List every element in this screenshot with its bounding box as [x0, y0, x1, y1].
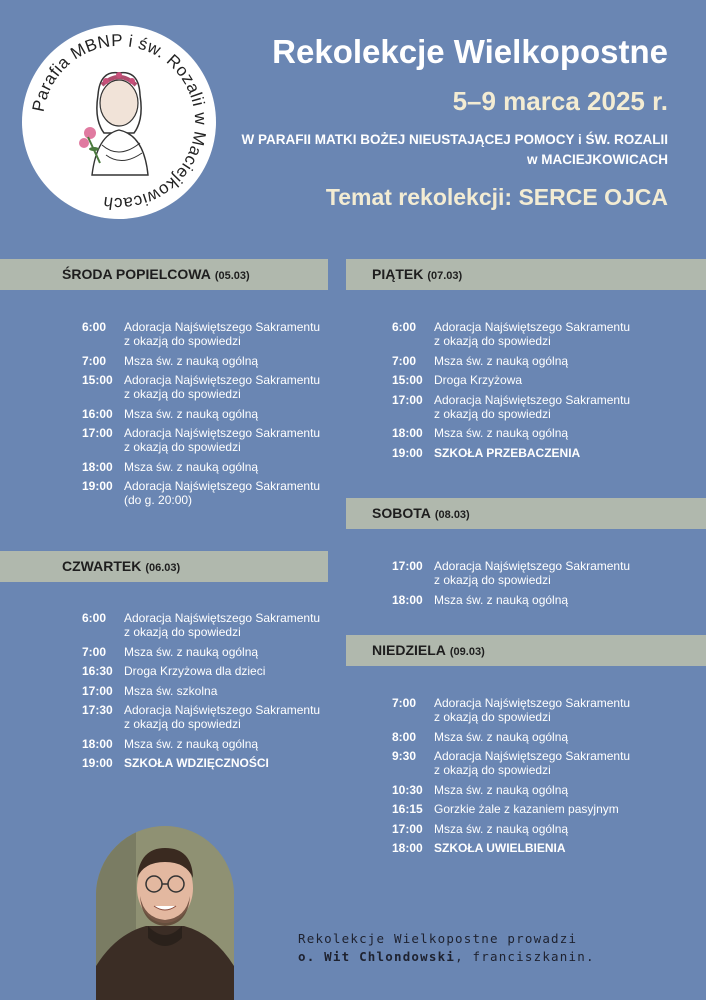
schedule-entry — [82, 479, 332, 507]
entry-time: 6:00 — [82, 320, 107, 334]
entry-description — [124, 373, 332, 401]
day-header-sobota — [346, 498, 706, 529]
schedule-entry — [392, 749, 672, 777]
day-name: SOBOTA — [372, 505, 431, 521]
entry-line-2: z okazją do spowiedzi — [124, 717, 241, 731]
schedule-sobota — [392, 559, 672, 612]
schedule-entry — [392, 426, 672, 440]
day-name: CZWARTEK — [62, 558, 142, 574]
entry-time: 17:00 — [82, 683, 113, 698]
entry-description — [434, 320, 672, 348]
priest-photo — [96, 826, 234, 1000]
entry-description — [434, 783, 672, 797]
schedule-entry — [392, 696, 672, 724]
entry-description — [434, 373, 672, 387]
entry-time: 7:00 — [82, 644, 107, 659]
entry-line-1: Adoracja Najświętszego Sakramentu — [124, 320, 321, 334]
day-date: (05.03) — [214, 270, 250, 282]
entry-line-1: Msza św. z nauką ogólną — [124, 644, 259, 659]
entry-description — [434, 696, 672, 724]
entry-line-2: z okazją do spowiedzi — [434, 406, 551, 421]
footer-line-2 — [298, 948, 595, 966]
entry-line-1: Msza św. z nauką ogólną — [434, 821, 569, 836]
entry-time: 6:00 — [392, 320, 417, 334]
entry-description — [124, 664, 332, 678]
entry-time: 8:00 — [392, 729, 417, 744]
schedule-entry — [82, 426, 332, 454]
day-header-niedziela — [346, 635, 706, 666]
entry-line-1: Msza św. z nauką ogólną — [434, 729, 569, 744]
entry-time: 7:00 — [392, 353, 417, 368]
entry-description — [124, 426, 332, 454]
entry-time: 18:00 — [392, 592, 423, 607]
entry-description — [124, 684, 332, 698]
entry-description — [124, 479, 332, 507]
schedule-entry — [82, 684, 332, 698]
footer-text — [298, 930, 595, 966]
entry-line-2: z okazją do spowiedzi — [124, 387, 241, 401]
entry-description — [124, 611, 332, 639]
entry-time: 16:00 — [82, 406, 113, 421]
entry-description — [434, 802, 672, 816]
entry-time: 10:30 — [392, 782, 423, 797]
day-name: ŚRODA POPIELCOWA — [62, 266, 211, 282]
entry-time: 15:00 — [82, 373, 113, 387]
event-dates: 5–9 marca 2025 r. — [452, 86, 668, 116]
entry-time: 18:00 — [392, 426, 423, 440]
entry-line-2: z okazją do spowiedzi — [434, 763, 551, 777]
entry-description — [434, 426, 672, 440]
day-date: (09.03) — [449, 646, 485, 658]
page-title: Rekolekcje Wielkopostne — [272, 33, 668, 70]
entry-time: 7:00 — [82, 353, 107, 368]
entry-time: 19:00 — [82, 756, 113, 770]
schedule-niedziela — [392, 696, 672, 861]
entry-description — [124, 703, 332, 731]
schedule-sroda — [82, 320, 332, 513]
entry-line-1: Adoracja Najświętszego Sakramentu — [124, 611, 321, 625]
entry-line-1: Msza św. z nauką ogólną — [434, 353, 569, 368]
entry-line-1: Adoracja Najświętszego Sakramentu — [434, 696, 631, 710]
entry-description — [434, 446, 672, 460]
day-date: (08.03) — [434, 509, 470, 521]
entry-line-1: SZKOŁA UWIELBIENIA — [434, 841, 566, 855]
entry-time: 18:00 — [82, 736, 113, 751]
entry-line-2: z okazją do spowiedzi — [124, 440, 241, 454]
entry-description — [434, 822, 672, 836]
entry-line-1: SZKOŁA PRZEBACZENIA — [434, 445, 581, 460]
entry-line-1: Msza św. z nauką ogólną — [434, 592, 569, 607]
entry-time: 17:00 — [82, 426, 113, 440]
entry-description — [124, 460, 332, 474]
entry-description — [124, 645, 332, 659]
schedule-entry — [82, 354, 332, 368]
entry-time: 15:00 — [392, 373, 423, 387]
day-name: NIEDZIELA — [372, 642, 446, 658]
entry-description — [434, 841, 672, 855]
saint-figure-icon — [79, 72, 148, 175]
entry-description — [434, 393, 672, 421]
entry-line-2: z okazją do spowiedzi — [124, 625, 241, 639]
entry-line-1: Msza św. z nauką ogólną — [124, 353, 259, 368]
schedule-entry — [82, 611, 332, 639]
day-date: (06.03) — [145, 562, 181, 574]
schedule-entry — [82, 645, 332, 659]
entry-description — [124, 756, 332, 770]
schedule-entry — [392, 822, 672, 836]
schedule-entry — [82, 373, 332, 401]
leader-name: o. Wit Chlondowski — [298, 949, 456, 964]
entry-line-1: Adoracja Najświętszego Sakramentu — [124, 479, 321, 493]
entry-description — [434, 749, 672, 777]
entry-line-1: Adoracja Najświętszego Sakramentu — [434, 320, 631, 334]
entry-description — [434, 559, 672, 587]
schedule-entry — [82, 737, 332, 751]
schedule-entry — [392, 446, 672, 460]
footer-line-1: Rekolekcje Wielkopostne prowadzi — [298, 931, 578, 946]
schedule-entry — [82, 703, 332, 731]
parish-logo — [22, 25, 216, 219]
schedule-entry — [392, 593, 672, 607]
schedule-entry — [392, 783, 672, 797]
schedule-czwartek — [82, 611, 332, 776]
leader-suffix: , franciszkanin. — [455, 949, 595, 964]
entry-time: 7:00 — [392, 696, 417, 710]
day-date: (07.03) — [427, 270, 463, 282]
entry-line-1: Gorzkie żale z kazaniem pasyjnym — [434, 802, 619, 816]
schedule-entry — [392, 841, 672, 855]
entry-line-1: Msza św. z nauką ogólną — [124, 406, 259, 421]
entry-time: 19:00 — [392, 445, 423, 460]
entry-line-1: Adoracja Najświętszego Sakramentu — [124, 703, 321, 717]
day-header-czwartek — [0, 551, 328, 582]
entry-line-1: Adoracja Najświętszego Sakramentu — [434, 392, 631, 407]
entry-line-2: z okazją do spowiedzi — [434, 334, 551, 348]
entry-time: 17:00 — [392, 392, 423, 407]
schedule-entry — [392, 730, 672, 744]
logo-ring-text: Parafia MBNP i św. Rozalii w Maciejkowicach — [28, 30, 211, 214]
parish-line-1: W PARAFII MATKI BOŻEJ NIEUSTAJĄCEJ POMOCY i ŚW. ROZALII — [241, 132, 668, 147]
entry-time: 18:00 — [82, 459, 113, 474]
parish-line-2: w MACIEJKOWICACH — [527, 152, 668, 167]
entry-description — [434, 354, 672, 368]
day-header-sroda — [0, 259, 328, 290]
schedule-entry — [392, 393, 672, 421]
entry-description — [434, 730, 672, 744]
entry-description — [124, 737, 332, 751]
parish-name — [200, 130, 668, 170]
day-name: PIĄTEK — [372, 266, 424, 282]
schedule-entry — [82, 460, 332, 474]
entry-description — [124, 320, 332, 348]
entry-line-1: Adoracja Najświętszego Sakramentu — [124, 426, 321, 440]
entry-line-1: Droga Krzyżowa dla dzieci — [124, 664, 266, 678]
entry-line-1: Droga Krzyżowa — [434, 373, 523, 387]
schedule-entry — [82, 756, 332, 770]
entry-time: 18:00 — [392, 841, 423, 855]
entry-time: 19:00 — [82, 479, 113, 493]
entry-line-2: (do g. 20:00) — [124, 493, 193, 507]
entry-time: 17:30 — [82, 703, 113, 717]
schedule-entry — [82, 664, 332, 678]
entry-time: 9:30 — [392, 749, 417, 763]
entry-line-1: Msza św. z nauką ogólną — [124, 459, 259, 474]
entry-time: 17:00 — [392, 821, 423, 836]
entry-time: 17:00 — [392, 559, 423, 573]
schedule-piatek — [392, 320, 672, 465]
schedule-entry — [392, 559, 672, 587]
schedule-entry — [392, 802, 672, 816]
entry-line-1: Msza św. szkolna — [124, 683, 218, 698]
entry-line-1: Adoracja Najświętszego Sakramentu — [434, 559, 631, 573]
entry-description — [124, 407, 332, 421]
schedule-entry — [82, 407, 332, 421]
schedule-entry — [392, 320, 672, 348]
entry-line-1: Msza św. z nauką ogólną — [434, 782, 569, 797]
retreat-theme: Temat rekolekcji: SERCE OJCA — [325, 184, 668, 210]
entry-line-1: Adoracja Najświętszego Sakramentu — [124, 373, 321, 387]
entry-line-2: z okazją do spowiedzi — [434, 573, 551, 587]
schedule-entry — [392, 373, 672, 387]
entry-line-2: z okazją do spowiedzi — [434, 710, 551, 724]
entry-description — [434, 593, 672, 607]
entry-time: 6:00 — [82, 611, 107, 625]
day-header-piatek — [346, 259, 706, 290]
entry-description — [124, 354, 332, 368]
entry-line-1: SZKOŁA WDZIĘCZNOŚCI — [124, 756, 269, 770]
entry-line-1: Adoracja Najświętszego Sakramentu — [434, 749, 631, 763]
entry-time: 16:15 — [392, 802, 423, 816]
entry-time: 16:30 — [82, 664, 113, 678]
entry-line-2: z okazją do spowiedzi — [124, 334, 241, 348]
entry-line-1: Msza św. z nauką ogólną — [434, 426, 569, 440]
schedule-entry — [392, 354, 672, 368]
entry-line-1: Msza św. z nauką ogólną — [124, 736, 259, 751]
schedule-entry — [82, 320, 332, 348]
